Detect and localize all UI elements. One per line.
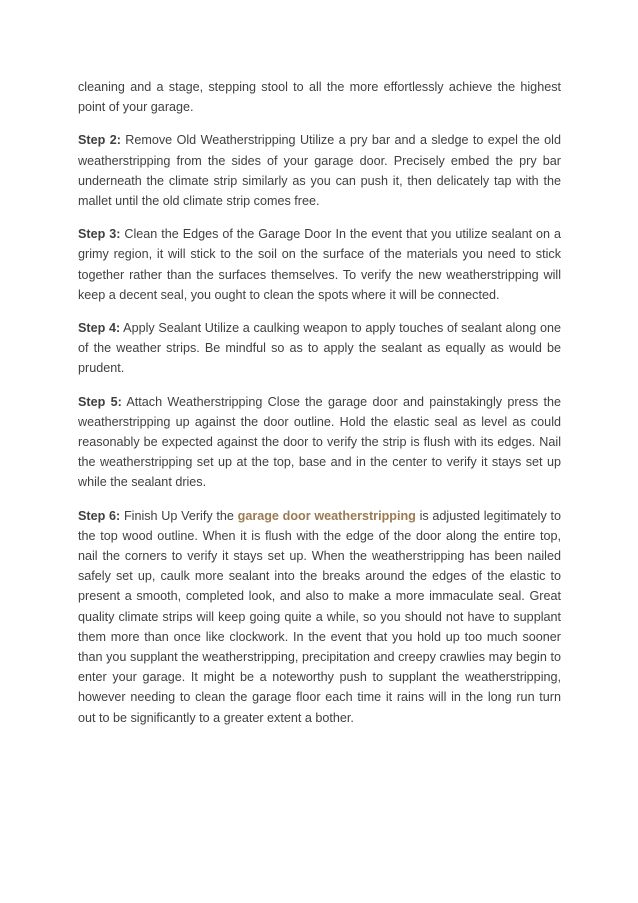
step-5-text: Attach Weatherstripping Close the garage door and painstakingly press the weatherstripping up against the door outline. Hold the elastic seal as level as could reasonably be expected against the door to verify the strip is flush with its edges. Nail the weatherstripping set up at the top, base and in the center to verify it stays set up while the sealant dries. (78, 394, 561, 490)
step-4-paragraph (78, 318, 561, 379)
garage-door-weatherstripping-link[interactable]: garage door weatherstripping (237, 508, 416, 523)
step-4-label: Step 4: (78, 321, 121, 336)
step-3-text: Clean the Edges of the Garage Door In the event that you utilize sealant on a grimy region, it will stick to the soil on the surface of the materials you need to stick together rather than the surfaces themselves. To verify the new weatherstripping will keep a decent seal, you ought to clean the spots where it will be connected. (78, 227, 561, 302)
intro-text: cleaning and a stage, stepping stool to all the more effortlessly achieve the highest point of your garage. (78, 80, 561, 115)
step-4-text: Apply Sealant Utilize a caulking weapon to apply touches of sealant along one of the weather strips. Be mindful so as to apply the sealant as equally as would be prudent. (78, 321, 561, 376)
step-2-label: Step 2: (78, 133, 121, 148)
step-5-paragraph (78, 392, 561, 493)
step-3-label: Step 3: (78, 227, 121, 242)
step-6-paragraph (78, 506, 561, 728)
step-6-text-after-link: is adjusted legitimately to the top wood outline. When it is flush with the edge of the door along the entire top, nail the corners to verify it stays set up. When the weatherstripping has been nailed safely set up, caulk more sealant into the breaks around the edges of the elastic to present a smooth, completed look, and also to make a more immaculate seal. Great quality climate strips will keep going quite a while, so you should not have to supplant them more than once like clockwork. In the event that you hold up too much sooner than you supplant the weatherstripping, precipitation and creepy crawlies may begin to enter your garage. It might be a noteworthy push to supplant the weatherstripping, however needing to clean the garage floor each time it rains will in the long run turn out to be significantly to a greater extent a bother. (78, 508, 561, 725)
step-5-label: Step 5: (78, 394, 122, 409)
intro-paragraph (78, 77, 561, 117)
step-6-text-before-link: Finish Up Verify the (120, 508, 238, 523)
document-body (78, 77, 561, 741)
step-6-label: Step 6: (78, 508, 121, 523)
step-2-paragraph (78, 130, 561, 211)
step-2-text: Remove Old Weatherstripping Utilize a pry bar and a sledge to expel the old weatherstripping from the sides of your garage door. Precisely embed the pry bar underneath the climate strip similarly as you can push it, then delicately tap with the mallet until the old climate strip comes free. (78, 133, 561, 209)
step-3-paragraph (78, 224, 561, 305)
